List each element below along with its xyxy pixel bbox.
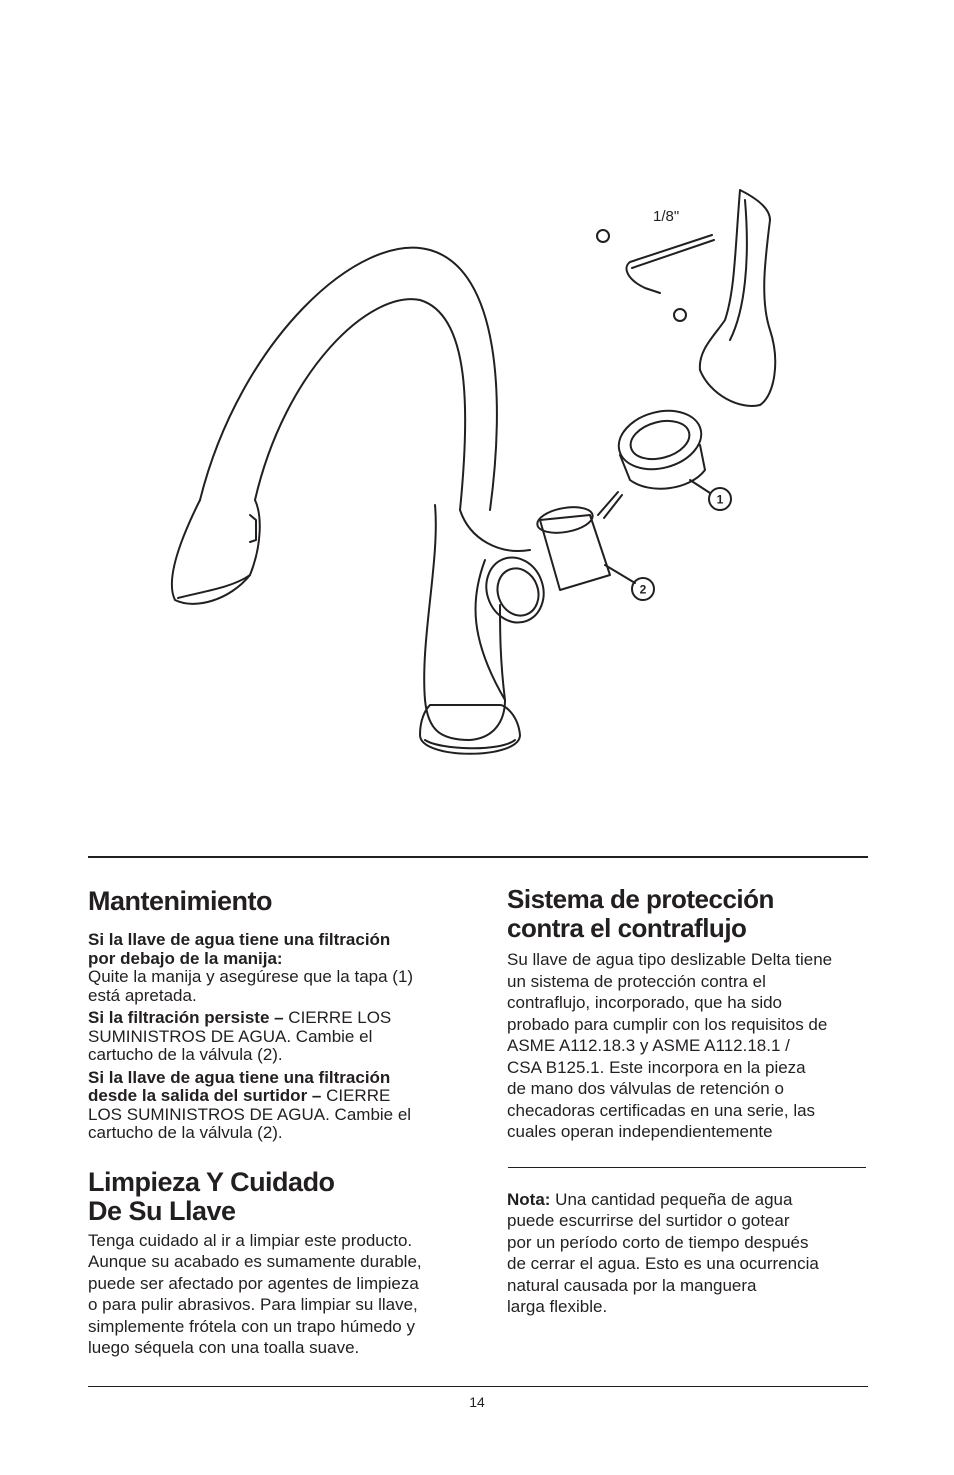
heading-mantenimiento: Mantenimiento [88, 886, 273, 916]
nota-line: Una cantidad pequeña de agua [550, 1189, 793, 1209]
sistema-line: contraflujo, incorporado, que ha sido [507, 993, 783, 1012]
sistema-line: checadoras certificadas en una serie, las [507, 1100, 816, 1120]
sistema-line: un sistema de protección contra el [507, 971, 766, 991]
maint-p2-bold: Si la filtración persiste – [88, 1008, 284, 1027]
sistema-paragraph [507, 949, 879, 1143]
nota-paragraph [507, 1189, 879, 1318]
limpieza-line: puede ser afectado por agentes de limpieza [88, 1273, 419, 1293]
nota-line: por un período corto de tiempo después [507, 1232, 809, 1252]
set-screw [597, 230, 609, 242]
maint-p2-text-1: CIERRE LOS [283, 1008, 392, 1027]
heading-limpieza-line-2: De Su Llave [88, 1195, 236, 1226]
left-column [88, 885, 473, 1359]
right-column [507, 885, 879, 1318]
heading-sistema-line-1: Sistema de protección [507, 884, 774, 914]
callout-1-leader [690, 480, 710, 493]
sistema-line: de mano dos válvulas de retención o [507, 1079, 784, 1098]
heading-sistema-line-2: contra el contraflujo [507, 913, 747, 943]
maint-p1-text-2: está apretada. [88, 985, 197, 1005]
callout-1-label: 1 [716, 492, 724, 507]
nota-line: larga flexible. [507, 1297, 608, 1316]
valve-cap [612, 402, 708, 489]
maint-p3-bold-1: Si la llave de agua tiene una filtración [88, 1067, 391, 1087]
callout-2-label: 2 [639, 582, 647, 597]
faucet-diagram [150, 180, 800, 780]
maint-p3-text-1: CIERRE [321, 1086, 391, 1105]
heading-sistema [507, 885, 879, 943]
heading-limpieza-line-1: Limpieza Y Cuidado [88, 1166, 335, 1197]
footer-divider [88, 1386, 868, 1387]
maint-p3-bold-2: desde la salida del surtidor – [88, 1086, 322, 1105]
valve-cartridge [535, 492, 622, 590]
heading-limpieza [88, 1168, 473, 1226]
maint-p2-text-2: SUMINISTROS DE AGUA. Cambie el [88, 1026, 373, 1046]
faucet-handle [700, 190, 775, 406]
nota-line: puede escurrirse del surtidor o gotear [507, 1211, 790, 1230]
limpieza-line: Tenga cuidado al ir a limpiar este producto. [88, 1230, 413, 1250]
maint-paragraph-3 [88, 1069, 473, 1143]
limpieza-line: simplemente frótela con un trapo húmedo y [88, 1316, 415, 1336]
valve-opening [477, 549, 552, 630]
section-divider-top [88, 856, 868, 858]
maint-p2-text-3: cartucho de la válvula (2). [88, 1045, 283, 1064]
limpieza-line: Aunque su acabado es sumamente durable, [88, 1252, 422, 1271]
sistema-line: ASME A112.18.3 y ASME A112.18.1 / [507, 1036, 790, 1055]
maint-p3-text-3: cartucho de la válvula (2). [88, 1123, 283, 1142]
spout-outline [200, 248, 497, 510]
size-label: 1/8" [653, 208, 680, 225]
nota-line: natural causada por la manguera [507, 1275, 757, 1295]
page-number: 14 [469, 1394, 485, 1410]
sistema-line: cuales operan independientemente [507, 1122, 773, 1141]
nota-label: Nota: [507, 1189, 551, 1209]
spout-inner [255, 299, 465, 510]
sistema-line: probado para cumplir con los requisitos de [507, 1014, 828, 1034]
limpieza-paragraph [88, 1230, 473, 1359]
maint-paragraph-1 [88, 931, 473, 1005]
maint-p3-text-2: LOS SUMINISTROS DE AGUA. Cambie el [88, 1104, 412, 1124]
maint-p1-bold-1: Si la llave de agua tiene una filtración [88, 930, 391, 949]
allen-wrench [626, 235, 712, 293]
maint-paragraph-2 [88, 1009, 473, 1065]
sistema-line: CSA B125.1. Este incorpora en la pieza [507, 1057, 806, 1077]
nota-line: de cerrar el agua. Esto es una ocurrencia [507, 1254, 819, 1273]
maint-p1-text-1: Quite la manija y asegúrese que la tapa (1) [88, 967, 414, 986]
nota-divider [508, 1167, 866, 1168]
limpieza-line: o para pulir abrasivos. Para limpiar su llave, [88, 1295, 418, 1314]
limpieza-line: luego séquela con una toalla suave. [88, 1338, 360, 1357]
sistema-line: Su llave de agua tipo deslizable Delta tiene [507, 950, 833, 969]
maint-p1-bold-2: por debajo de la manija: [88, 948, 283, 968]
